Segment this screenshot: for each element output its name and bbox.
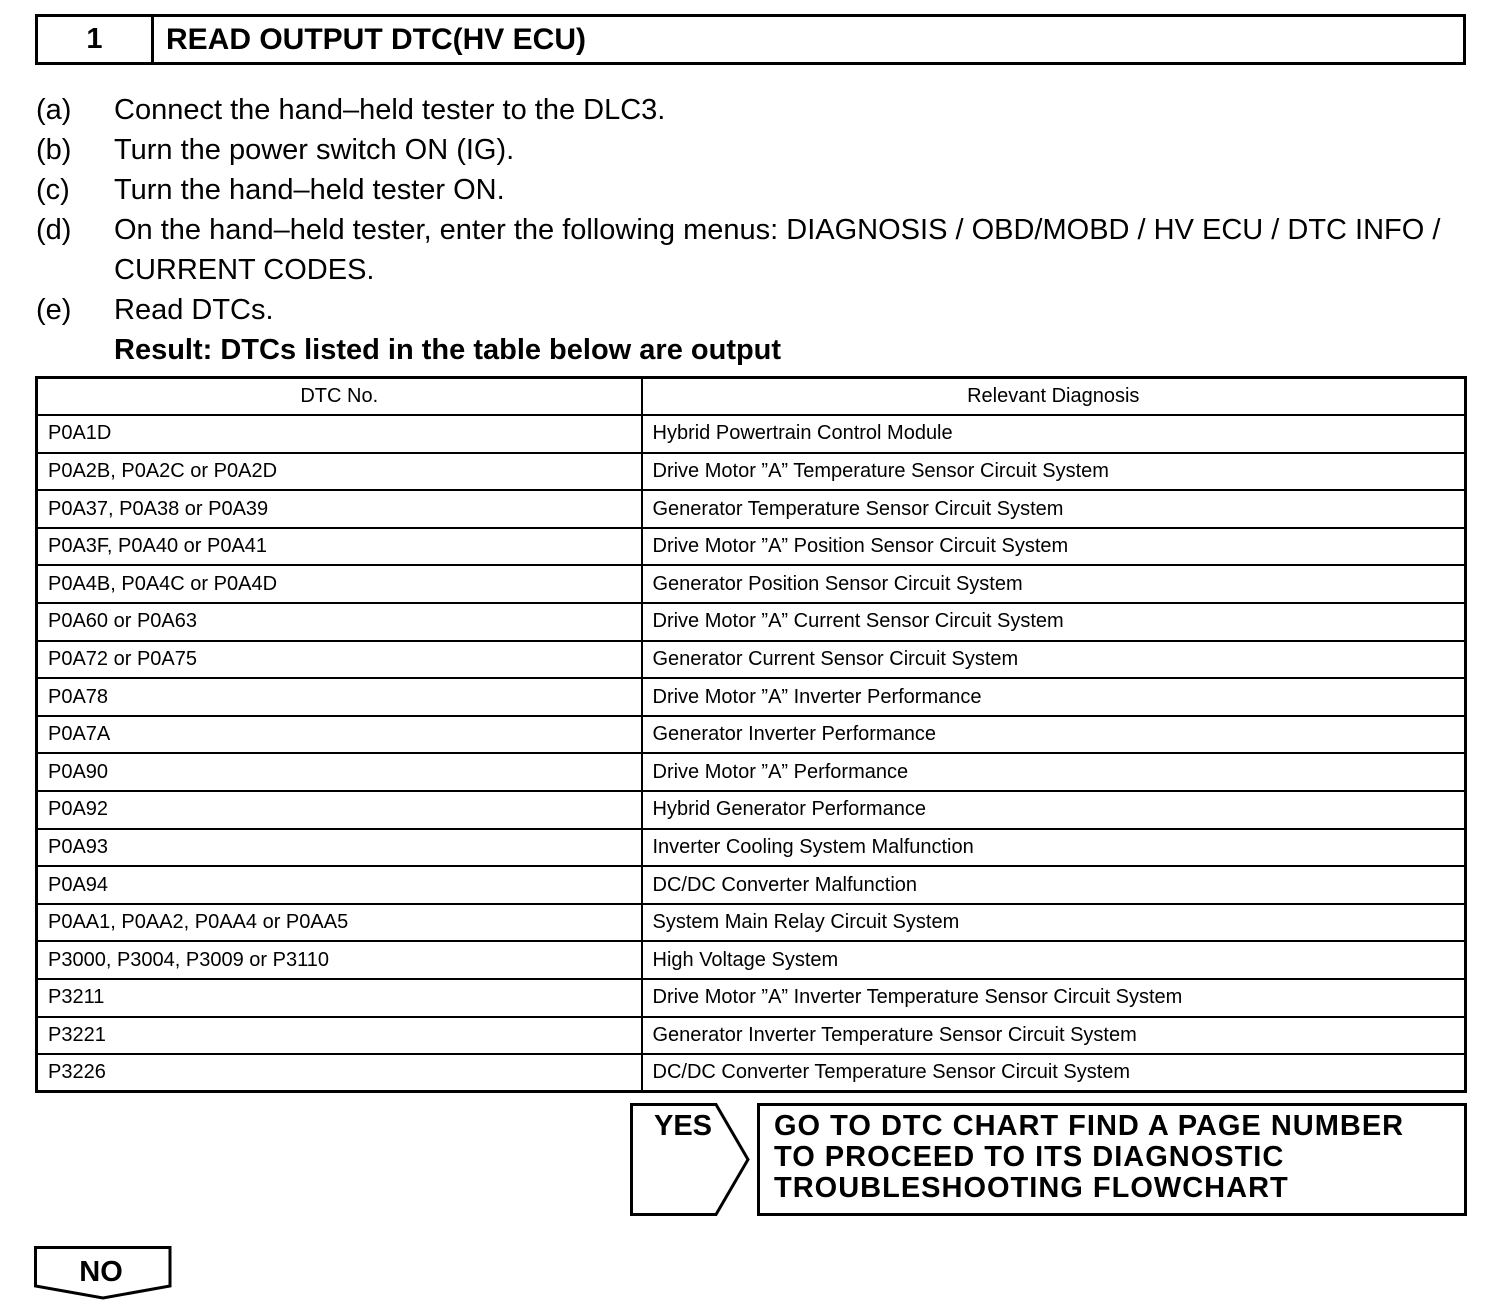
table-row xyxy=(37,791,1466,829)
dtc-table xyxy=(35,376,1467,1093)
dtc-code-cell: P0A7A xyxy=(37,716,642,754)
yes-action-line: GO TO DTC CHART FIND A PAGE NUMBER xyxy=(774,1110,1405,1142)
dtc-code-cell: P0A37, P0A38 or P0A39 xyxy=(37,490,642,528)
no-label: NO xyxy=(79,1256,123,1288)
diagnosis-cell: DC/DC Converter Temperature Sensor Circuit System xyxy=(642,1054,1466,1092)
dtc-code-cell: P0A1D xyxy=(37,415,642,453)
diagnosis-cell: System Main Relay Circuit System xyxy=(642,904,1466,942)
table-body xyxy=(37,415,1466,1092)
table-row xyxy=(37,678,1466,716)
table-header-row xyxy=(37,378,1466,416)
dtc-code-cell: P0A94 xyxy=(37,866,642,904)
diagnosis-cell: Generator Current Sensor Circuit System xyxy=(642,641,1466,679)
step-header xyxy=(35,14,1466,65)
instruction-item xyxy=(36,130,1476,170)
diagnosis-cell: Drive Motor ”A” Position Sensor Circuit System xyxy=(642,528,1466,566)
yes-label: YES xyxy=(654,1110,713,1142)
diagnosis-cell: Generator Inverter Performance xyxy=(642,716,1466,754)
diagnosis-cell: Generator Inverter Temperature Sensor Circuit System xyxy=(642,1017,1466,1055)
diagnosis-cell: High Voltage System xyxy=(642,941,1466,979)
instruction-list xyxy=(36,90,1476,370)
column-header-diagnosis: Relevant Diagnosis xyxy=(642,378,1466,416)
instruction-text: Connect the hand–held tester to the DLC3. xyxy=(114,94,666,126)
step-number: 1 xyxy=(38,17,154,62)
dtc-code-cell: P0A3F, P0A40 or P0A41 xyxy=(37,528,642,566)
table-row xyxy=(37,829,1466,867)
dtc-code-cell: P3000, P3004, P3009 or P3110 xyxy=(37,941,642,979)
dtc-code-cell: P0A60 or P0A63 xyxy=(37,603,642,641)
diagnosis-cell: Hybrid Powertrain Control Module xyxy=(642,415,1466,453)
instruction-label: (d) xyxy=(36,214,72,246)
dtc-code-cell: P0A93 xyxy=(37,829,642,867)
dtc-code-cell: P0A90 xyxy=(37,753,642,791)
diagnosis-cell: Generator Temperature Sensor Circuit System xyxy=(642,490,1466,528)
table-row xyxy=(37,603,1466,641)
diagnosis-cell: Inverter Cooling System Malfunction xyxy=(642,829,1466,867)
instruction-label: (e) xyxy=(36,294,72,326)
instruction-item xyxy=(36,290,1476,330)
table-row xyxy=(37,528,1466,566)
table-row xyxy=(37,941,1466,979)
table-row xyxy=(37,490,1466,528)
table-row xyxy=(37,866,1466,904)
table-row xyxy=(37,1054,1466,1092)
instruction-item xyxy=(36,210,1476,290)
diagnosis-cell: Drive Motor ”A” Current Sensor Circuit System xyxy=(642,603,1466,641)
result-statement: Result: DTCs listed in the table below are output xyxy=(114,334,782,366)
diagnosis-cell: Hybrid Generator Performance xyxy=(642,791,1466,829)
table-row xyxy=(37,979,1466,1017)
dtc-code-cell: P3211 xyxy=(37,979,642,1017)
instruction-item xyxy=(36,90,1476,130)
diagnosis-cell: DC/DC Converter Malfunction xyxy=(642,866,1466,904)
table-row xyxy=(37,1017,1466,1055)
instruction-label: (b) xyxy=(36,134,72,166)
table-row xyxy=(37,641,1466,679)
table-row xyxy=(37,904,1466,942)
instruction-text: On the hand–held tester, enter the following menus: DIAGNOSIS / OBD/MOBD / HV ECU / DTC INFO / CURRENT CODES. xyxy=(114,214,1441,286)
yes-action-line: TO PROCEED TO ITS DIAGNOSTIC xyxy=(774,1141,1285,1173)
diagnosis-cell: Drive Motor ”A” Performance xyxy=(642,753,1466,791)
column-header-dtc: DTC No. xyxy=(37,378,642,416)
dtc-code-cell: P0A92 xyxy=(37,791,642,829)
dtc-code-cell: P3221 xyxy=(37,1017,642,1055)
instruction-text: Turn the power switch ON (IG). xyxy=(114,134,515,166)
dtc-code-cell: P3226 xyxy=(37,1054,642,1092)
diagnosis-cell: Generator Position Sensor Circuit System xyxy=(642,565,1466,603)
instruction-item xyxy=(36,170,1476,210)
table-row xyxy=(37,565,1466,603)
table-row xyxy=(37,716,1466,754)
yes-action-box xyxy=(757,1103,1467,1216)
diagnosis-cell: Drive Motor ”A” Temperature Sensor Circuit System xyxy=(642,453,1466,491)
instruction-text: Turn the hand–held tester ON. xyxy=(114,174,505,206)
dtc-code-cell: P0A72 or P0A75 xyxy=(37,641,642,679)
table-row xyxy=(37,753,1466,791)
instruction-text: Read DTCs. xyxy=(114,294,274,326)
step-title: READ OUTPUT DTC(HV ECU) xyxy=(166,22,586,56)
dtc-code-cell: P0A78 xyxy=(37,678,642,716)
diagnosis-cell: Drive Motor ”A” Inverter Temperature Sensor Circuit System xyxy=(642,979,1466,1017)
table-row xyxy=(37,415,1466,453)
table-row xyxy=(37,453,1466,491)
instruction-label: (a) xyxy=(36,94,72,126)
instruction-label: (c) xyxy=(36,174,70,206)
yes-action-line: TROUBLESHOOTING FLOWCHART xyxy=(774,1172,1289,1204)
dtc-code-cell: P0A4B, P0A4C or P0A4D xyxy=(37,565,642,603)
dtc-code-cell: P0A2B, P0A2C or P0A2D xyxy=(37,453,642,491)
dtc-code-cell: P0AA1, P0AA2, P0AA4 or P0AA5 xyxy=(37,904,642,942)
diagnosis-cell: Drive Motor ”A” Inverter Performance xyxy=(642,678,1466,716)
